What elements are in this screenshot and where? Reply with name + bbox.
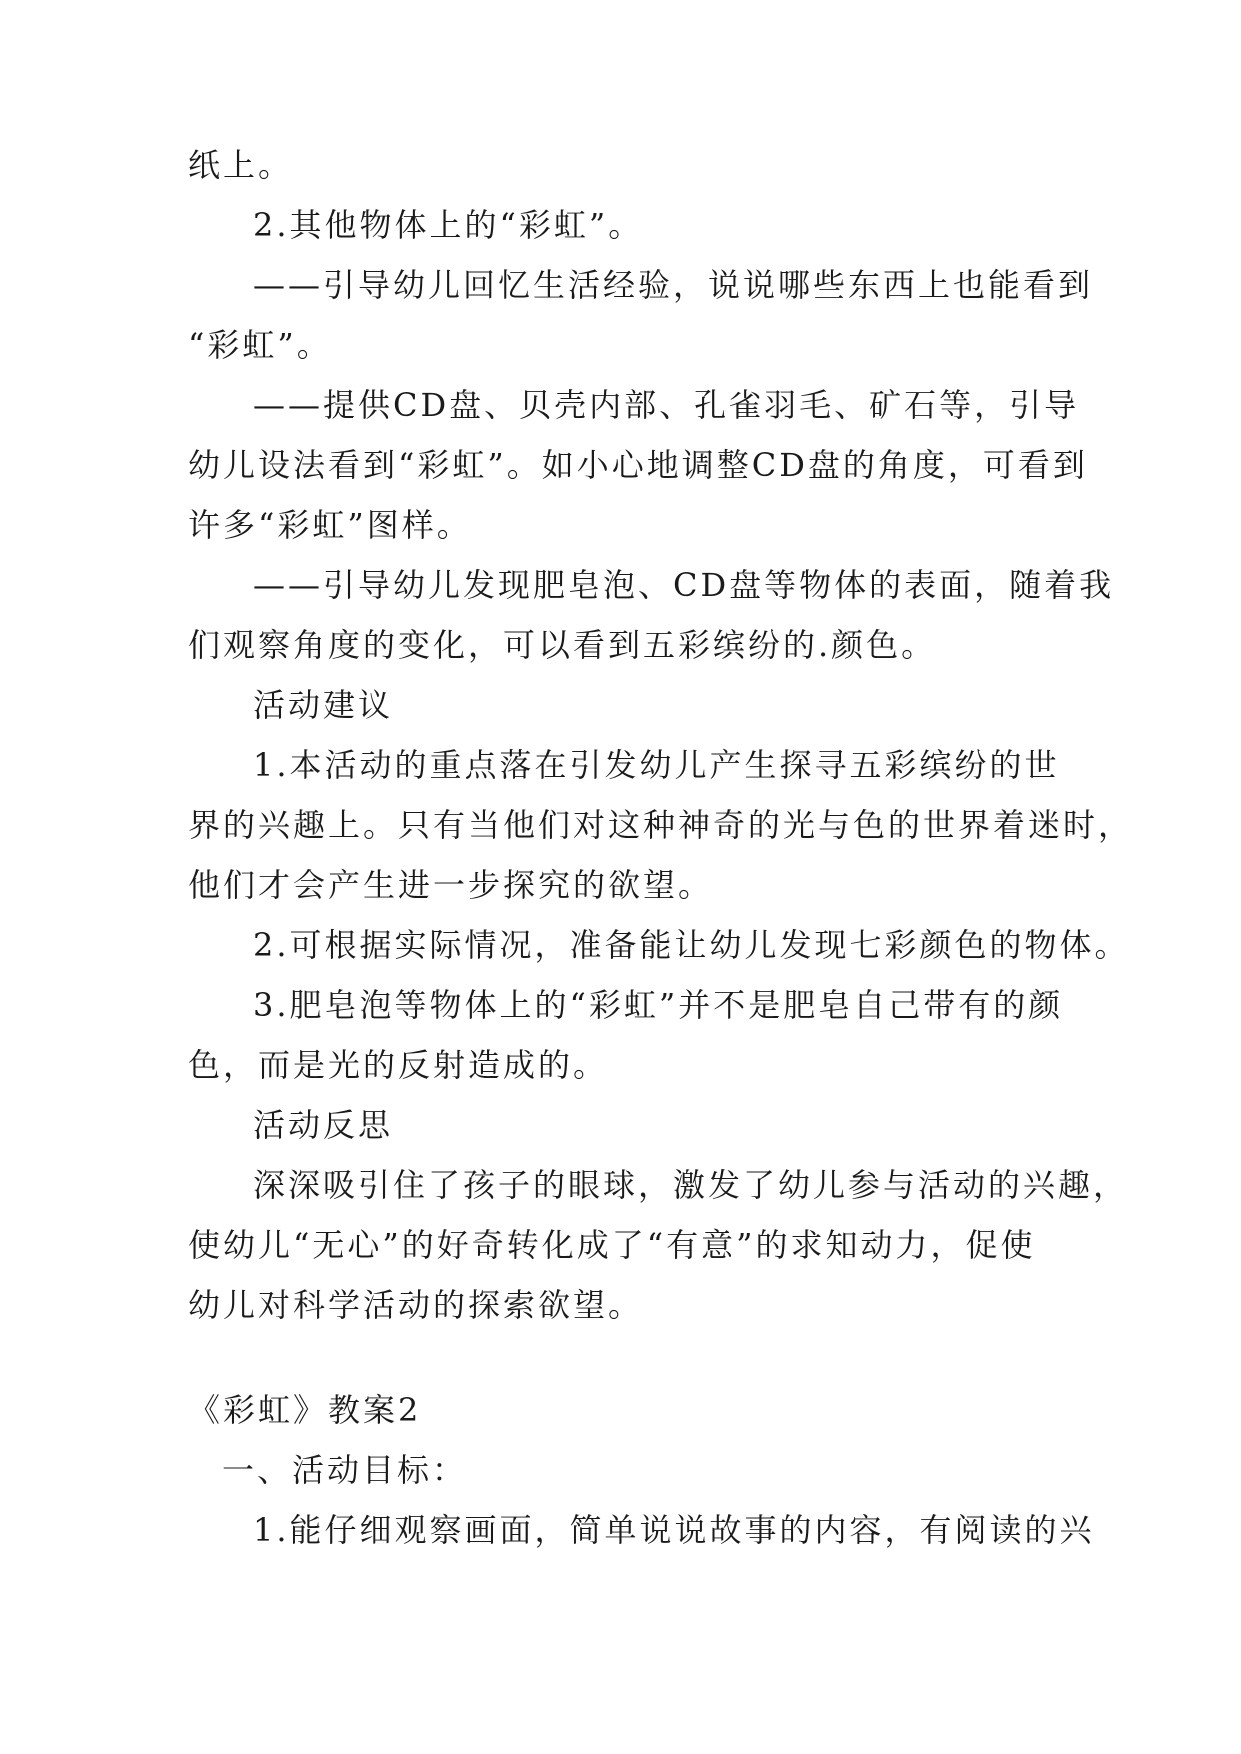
section-heading: 一、活动目标： <box>222 1451 468 1489</box>
text-line: 们观察角度的变化，可以看到五彩缤纷的.颜色。 <box>188 626 937 664</box>
text-line: ——引导幼儿回忆生活经验，说说哪些东西上也能看到 <box>253 266 1094 304</box>
section-heading: 活动反思 <box>253 1106 394 1144</box>
text-line: ——引导幼儿发现肥皂泡、CD盘等物体的表面，随着我 <box>253 566 1115 604</box>
document-title: 《彩虹》教案2 <box>188 1391 422 1429</box>
text-line: ——提供CD盘、贝壳内部、孔雀羽毛、矿石等，引导 <box>253 386 1080 424</box>
text-line: 幼儿对科学活动的探索欲望。 <box>188 1286 644 1324</box>
text-line: 1.本活动的重点落在引发幼儿产生探寻五彩缤纷的世 <box>253 746 1060 784</box>
text-line: 深深吸引住了孩子的眼球，激发了幼儿参与活动的兴趣， <box>253 1166 1129 1204</box>
text-line: 许多“彩虹”图样。 <box>188 506 472 544</box>
text-line: 3.肥皂泡等物体上的“彩虹”并不是肥皂自己带有的颜 <box>253 986 1064 1024</box>
text-line: 2.其他物体上的“彩虹”。 <box>253 206 644 244</box>
text-line: 色，而是光的反射造成的。 <box>188 1046 609 1084</box>
text-line: 幼儿设法看到“彩虹”。如小心地调整CD盘的角度，可看到 <box>188 446 1088 484</box>
text-line: 纸上。 <box>188 146 294 184</box>
section-heading: 活动建议 <box>253 686 394 724</box>
text-line: 2.可根据实际情况，准备能让幼儿发现七彩颜色的物体。 <box>253 926 1130 964</box>
text-line: “彩虹”。 <box>188 326 332 364</box>
text-line: 使幼儿“无心”的好奇转化成了“有意”的求知动力，促使 <box>188 1226 1036 1264</box>
text-line: 界的兴趣上。只有当他们对这种神奇的光与色的世界着迷时， <box>188 806 1134 844</box>
text-line: 他们才会产生进一步探究的欲望。 <box>188 866 714 904</box>
text-line: 1.能仔细观察画面，简单说说故事的内容，有阅读的兴 <box>253 1511 1095 1549</box>
